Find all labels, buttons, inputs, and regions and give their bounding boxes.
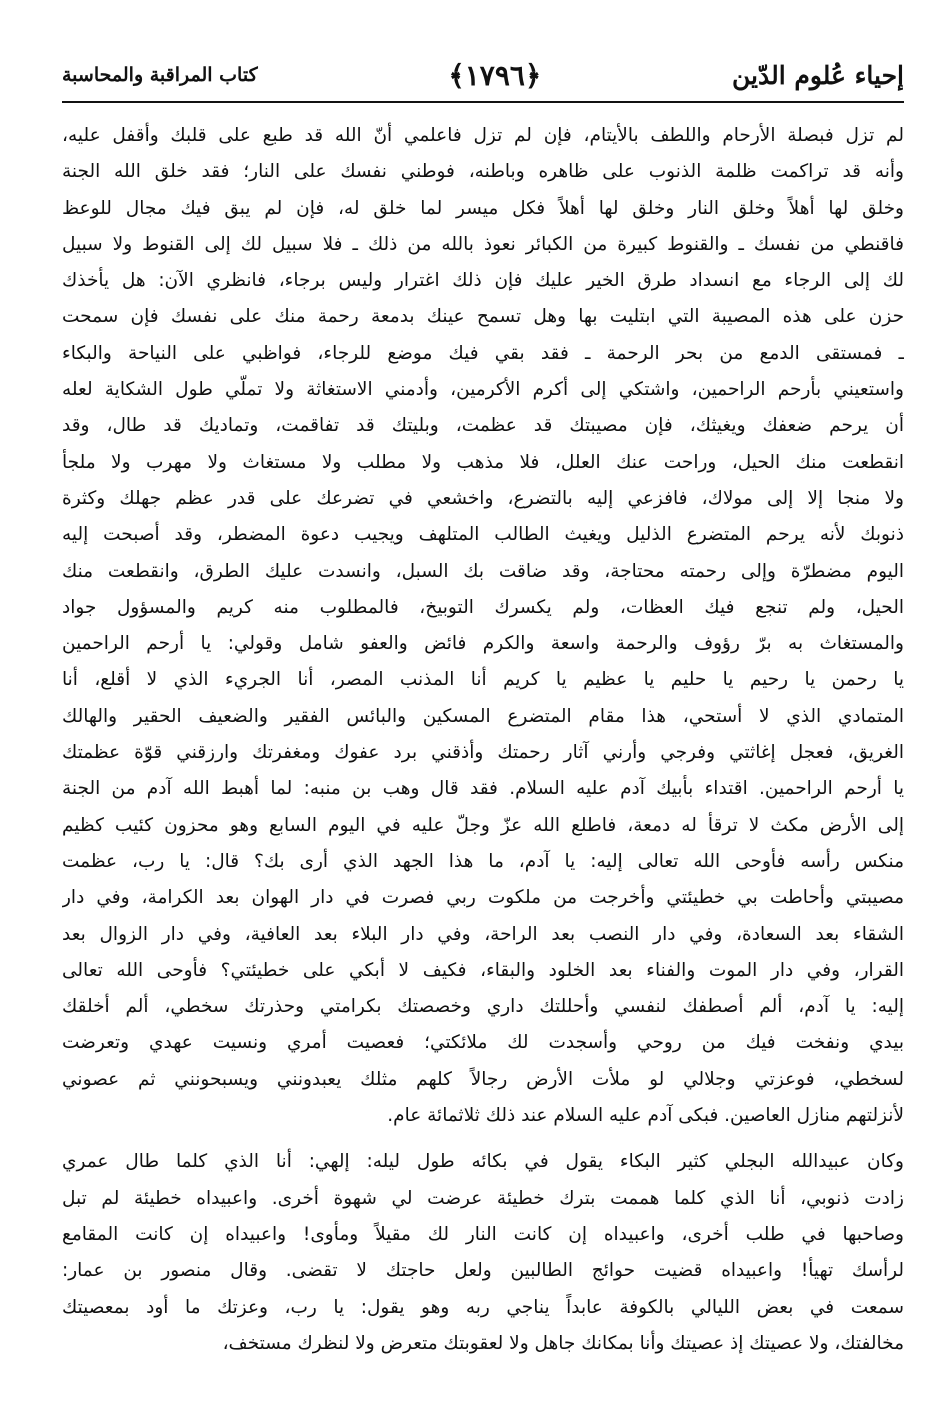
text-line: ـ فمستقى الدمع من بحر الرحمة ـ فقد بقي فيك موضع للرجاء، فواظبي على النياحة والبكاء — [62, 342, 904, 364]
text-line: انقطعت منك الحيل، وراحت عنك العلل، فلا مذهب ولا مطلب ولا مستغاث ولا مهرب ولا ملجأ — [62, 451, 904, 473]
text-line: والمستغاث به برّ رؤوف والرحمة واسعة والكرم فائض والعفو شامل وقولي: يا أرحم الراحمين — [62, 633, 904, 655]
text-line: سمعت في بعض الليالي بالكوفة عابداً يناجي ربه وهو يقول: يا رب، وعزتك ما أود بمعصيتك — [62, 1296, 904, 1318]
text-line: وأنه قد تراكمت ظلمة الذنوب على ظاهره وباطنه، فوطني نفسك على النار؛ فقد خلق الله الجنة — [62, 161, 904, 183]
text-line: بيدي ونفخت فيك من روحي وأسجدت لك ملائكتي؛ فعصيت أمري ونسيت عهدي وتعرضت — [62, 1032, 904, 1054]
text-line: يا رحمن يا رحيم يا حليم يا عظيم يا كريم أنا المذنب المصر، أنا الجريء الذي لا أقلع، أنا — [62, 669, 904, 691]
text-line: لرأسك تهيأ! واعبيداه قضيت حوائج الطالبين ولعل حاجتك لا تقضى. وقال منصور بن عمار: — [62, 1260, 904, 1282]
text-line: واستعيني بأرحم الراحمين، واشتكي إلى أكرم الأكرمين، وأدمني الاستغاثة ولا تملّي طول الشكاية لعله — [62, 379, 904, 401]
book-title: إحياء عُلوم الدّين — [732, 60, 904, 90]
paragraph-gap — [62, 1134, 904, 1144]
text-line: ذنوبك لأنه يرحم المتضرع الذليل ويغيث الطالب المتلهف ويجيب دعوة المضطر، وقد أصبحت إليه — [62, 524, 904, 546]
text-line: فاقنطي من نفسك ـ والقنوط كبيرة من الكبائر نعوذ بالله من ذلك ـ فلا سبيل لك إلى القنوط ولا سبيل — [62, 233, 904, 255]
running-header — [62, 52, 904, 98]
text-line: لأنزلتهم منازل العاصين. فبكى آدم عليه السلام عند ذلك ثلاثمائة عام. — [387, 1105, 904, 1127]
body-text — [62, 118, 904, 1362]
text-line: ولا منجا إلا إلى مولاك، فافزعي إليه بالتضرع، واخشعي في تضرعك على قدر عظم جهلك وكثرة — [62, 487, 904, 509]
text-line: لم تزل فبصلة الأرحام واللطف بالأيتام، فإن لم تزل فاعلمي أنّ الله قد طبع على قلبك وأقفل عليه، — [62, 125, 904, 146]
text-line: الحيل، ولم تنجع فيك العظات، ولم يكسرك التوبيخ، فالمطلوب منه كريم والمسؤول جواد — [62, 596, 904, 618]
text-line: القرار، وفي دار الموت والفناء بعد الخلود والبقاء، فكيف لا أبكي على خطيئتي؟ فأوحى الله تعالى — [62, 959, 904, 981]
text-line: الغريق، فعجل إغاثتي وفرجي وأرني آثار رحمتك وأذقني برد عفوك ومغفرتك وارزقني قوّة عظمتك — [62, 742, 904, 764]
text-line: إليه: يا آدم، ألم أصطفك لنفسي وأحللتك داري وخصصتك بكرامتي وحذرتك سخطي، ألم أخلقك — [62, 996, 904, 1018]
paragraph — [62, 1144, 904, 1362]
text-line: الشقاء بعد السعادة، وفي دار النصب بعد الراحة، وفي دار البلاء بعد العافية، وفي دار الزوال بعد — [62, 923, 904, 945]
paragraph — [62, 118, 904, 1134]
text-line: يا أرحم الراحمين. اقتداء بأبيك آدم عليه السلام. فقد قال وهب بن منبه: لما أهبط الله آدم من الجنة — [62, 778, 904, 800]
text-line: وكان عبيدالله البجلي كثير البكاء يقول في بكائه طول ليله: إلهي: أنا الذي كلما طال عمري — [62, 1151, 904, 1173]
text-line: أن يرحم ضعفك ويغيثك، فإن مصيبتك قد عظمت، وبليتك قد تفاقمت، وتماديك قد طال، وقد — [62, 415, 904, 437]
text-line: إلى الأرض مكث لا ترقأ له دمعة، فاطلع الله عزّ وجلّ عليه في اليوم السابع وهو محزون كئيب كظيم — [62, 814, 904, 836]
page-number: ﴿١٧٩٦﴾ — [448, 58, 542, 92]
text-line: مصيبتي وأحاطت بي خطيئتي وأخرجت من ملكوت ربي فصرت في دار الهوان بعد الكرامة، وفي دار — [62, 887, 904, 909]
text-line: وخلق لها أهلاً وخلق النار وخلق لها أهلاً فكل ميسر لما خلق له، فإن لم يبق فيك مجال للوعظ — [62, 197, 904, 219]
text-line: اليوم مضطرّة وإلى رحمته محتاجة، وقد ضاقت بك السبل، وانسدت عليك الطرق، وانقطعت منك — [62, 560, 904, 582]
text-line: وصاحبها في طلب أخرى، واعبيداه إن كانت النار لك مقيلاً ومأوى! واعبيداه إن كانت المقامع — [62, 1223, 904, 1245]
text-line: مخالفتك، ولا عصيتك إذ عصيتك وأنا بمكانك جاهل ولا لعقوبتك متعرض ولا لنظرك مستخف، — [222, 1332, 904, 1354]
chapter-title: كتاب المراقبة والمحاسبة — [62, 64, 258, 86]
text-line: حزن على هذه المصيبة التي ابتليت بها وهل تسمح عينك بدمعة رحمة منك على نفسك فإن سمحت — [62, 306, 904, 328]
text-line: منكس رأسه فأوحى الله تعالى إليه: يا آدم، ما هذا الجهد الذي أرى بك؟ قال: يا رب، عظمت — [62, 850, 904, 872]
text-line: زادت ذنوبي، أنا الذي كلما هممت بترك خطيئة عرضت لي شهوة أخرى. واعبيداه خطيئة لم تبل — [62, 1187, 904, 1209]
text-line: لسخطي، فوعزتي وجلالي لو ملأت الأرض رجالاً كلهم مثلك يعبدونني ويسبحونني ثم عصوني — [62, 1068, 904, 1090]
text-line: لك إلى الرجاء مع انسداد طرق الخير عليك فإن ذلك اغترار وليس برجاء، فانظري الآن: هل يأخذك — [62, 270, 904, 292]
header-divider — [62, 101, 904, 103]
text-line: المتمادي الذي لا أستحي، هذا مقام المتضرع المسكين والبائس الفقير والضعيف الحقير والهالك — [62, 705, 904, 727]
